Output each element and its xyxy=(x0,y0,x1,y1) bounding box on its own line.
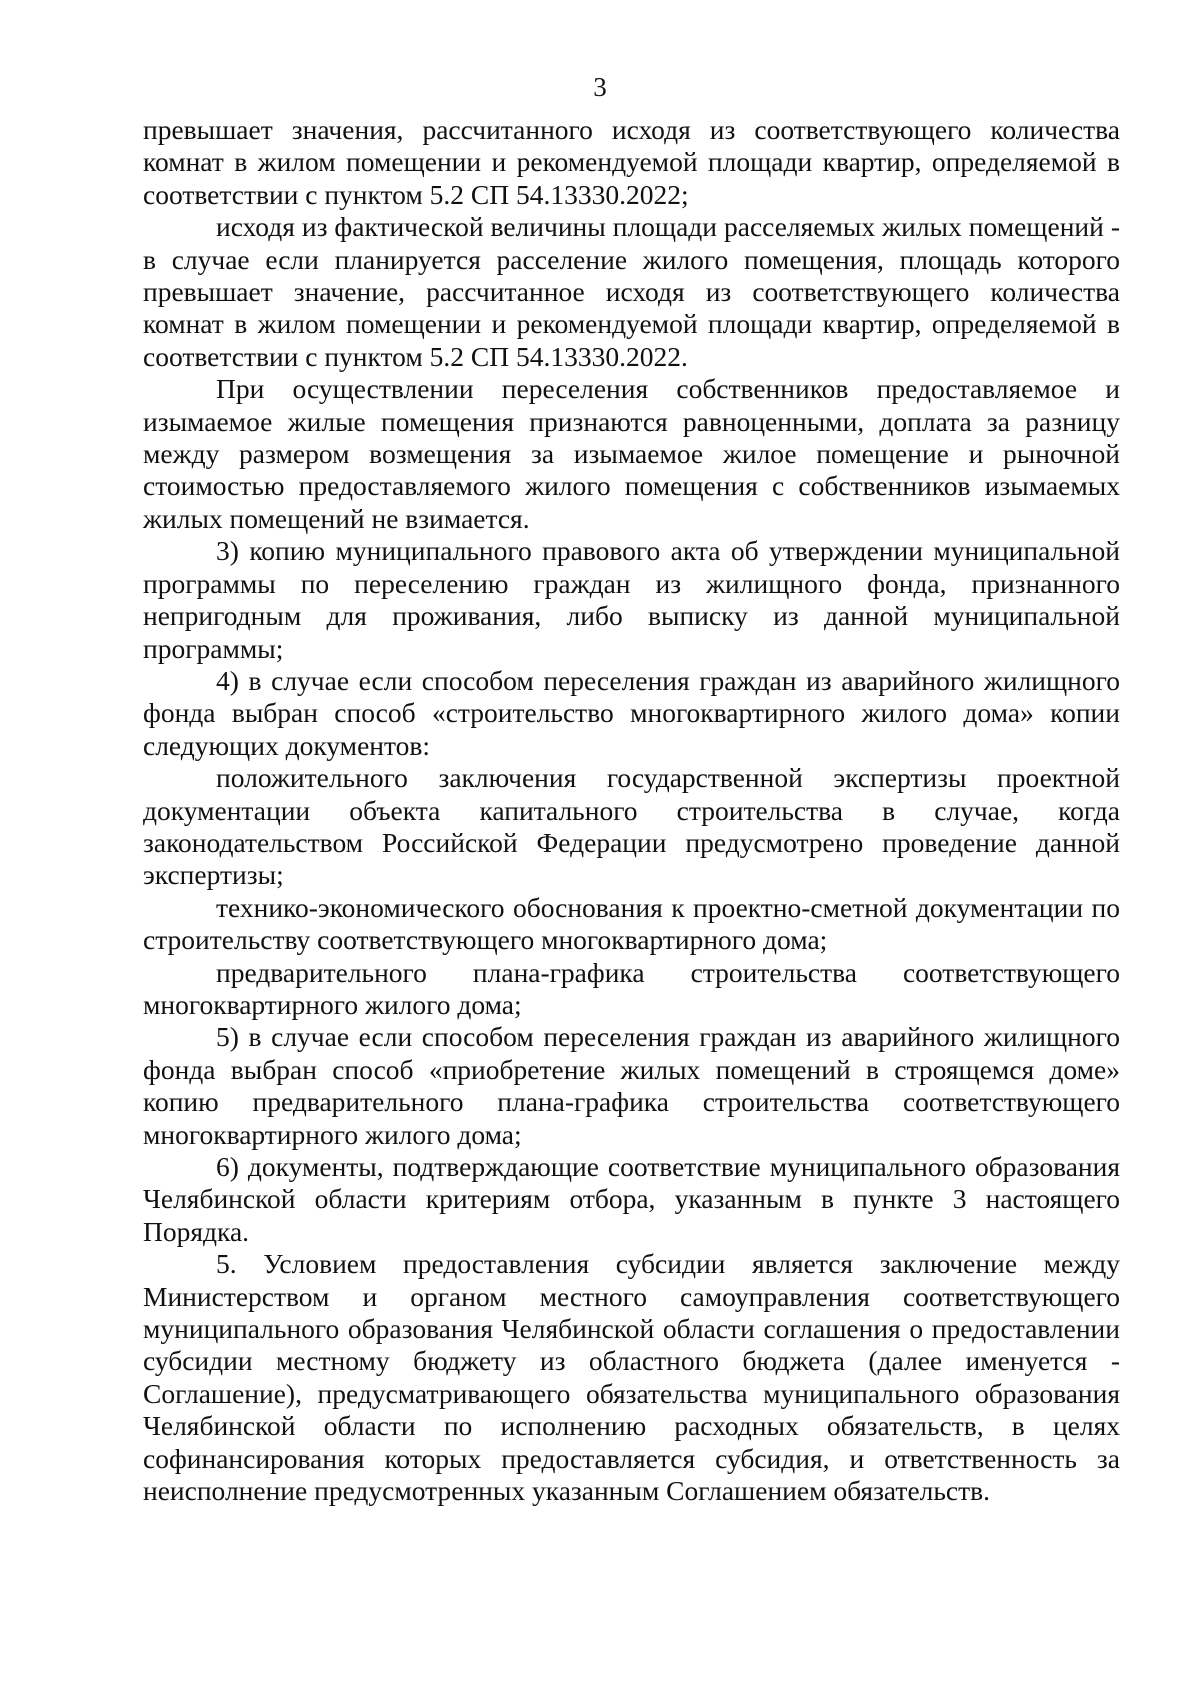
sub-item: технико-экономического обоснования к проектно-сметной документации по строительству соответствующего многоквартирного дома; xyxy=(143,891,1120,956)
list-item-3: 3) копию муниципального правового акта об утверждении муниципальной программы по переселению граждан из жилищного фонда, признанного непригодным для проживания, либо выписку из данной муниципальной программы; xyxy=(143,535,1120,664)
sub-item: предварительного плана-графика строительства соответствующего многоквартирного жилого дома; xyxy=(143,956,1120,1020)
paragraph: При осуществлении переселения собственников предоставляемое и изымаемое жилые помещения признаются равноценными, доплата за разницу между размером возмещения за изымаемое жилое помещение и рыночной стоимостью предоставляемого жилого помещения с собственников изымаемых жилых помещений не взимается. xyxy=(143,373,1120,534)
list-item-6: 6) документы, подтверждающие соответствие муниципального образования Челябинской области критериям отбора, указанным в пункте 3 настоящего Порядка. xyxy=(143,1151,1120,1247)
section-5-paragraph: 5. Условием предоставления субсидии является заключение между Министерством и органом местного самоуправления соответствующего муниципального образования Челябинской области соглашения о предоставлении субсидии местному бюджету из областного бюджета (далее именуется - Соглашение), предусматривающего обязательства муниципального образования Челябинской области по исполнению расходных обязательств, в целях софинансирования которых предоставляется субсидия, и ответственность за неисполнение предусмотренных указанным Соглашением обязательств. xyxy=(143,1248,1120,1507)
page-number: 3 xyxy=(593,72,607,102)
paragraph: исходя из фактической величины площади расселяемых жилых помещений - в случае если планируется расселение жилого помещения, площадь которого превышает значение, рассчитанное исходя из соответствующего количества комнат в жилом помещении и рекомендуемой площади квартир, определяемой в соответствии с пунктом 5.2 СП 54.13330.2022. xyxy=(143,211,1120,372)
list-item-5: 5) в случае если способом переселения граждан из аварийного жилищного фонда выбран способ «приобретение жилых помещений в строящемся доме» копию предварительного плана-графика строительства соответствующего многоквартирного жилого дома; xyxy=(143,1021,1120,1150)
sub-item: положительного заключения государственной экспертизы проектной документации объекта капитального строительства в случае, когда законодательством Российской Федерации предусмотрено проведение данной экспертизы; xyxy=(143,762,1120,891)
list-item-4: 4) в случае если способом переселения граждан из аварийного жилищного фонда выбран способ «строительство многоквартирного жилого дома» копии следующих документов: xyxy=(143,664,1120,761)
paragraph: превышает значения, рассчитанного исходя из соответствующего количества комнат в жилом помещении и рекомендуемой площади квартир, определяемой в соответствии с пунктом 5.2 СП 54.13330.2022; xyxy=(143,114,1120,210)
document-body xyxy=(143,114,1120,1507)
